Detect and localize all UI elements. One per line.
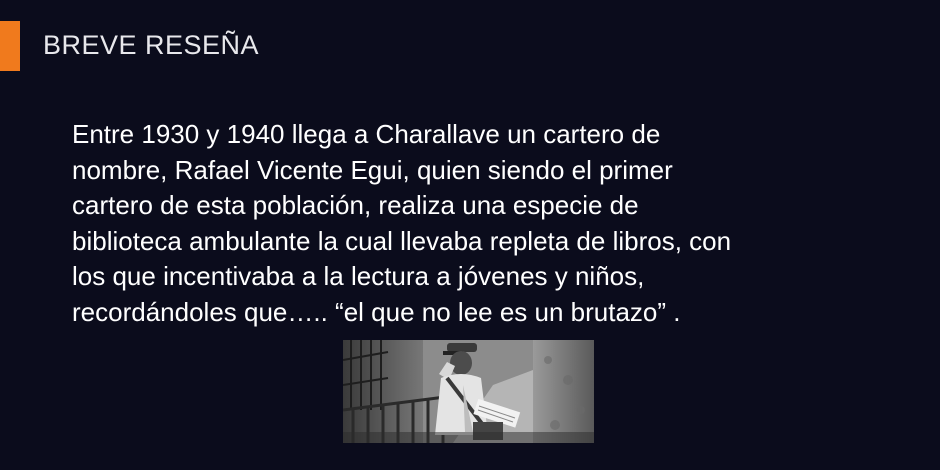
body-line: recordándoles que….. “el que no lee es un brutazo” . [72,296,681,327]
body-line: los que incentivaba a la lectura a jóvenes y niños, [72,261,645,291]
body-paragraph [72,117,922,330]
title-accent-bar [0,21,20,71]
photo-icon [343,340,594,443]
body-line: nombre, Rafael Vicente Egui, quien siendo el primer [72,154,673,185]
body-line: Entre 1930 y 1940 llega a Charallave un cartero de [72,119,661,149]
body-line: cartero de esta población, realiza una especie de [72,190,639,220]
postman-photo [343,340,594,443]
slide-title: BREVE RESEÑA [43,30,260,60]
body-line: biblioteca ambulante la cual llevaba repleta de libros, con [72,225,732,256]
